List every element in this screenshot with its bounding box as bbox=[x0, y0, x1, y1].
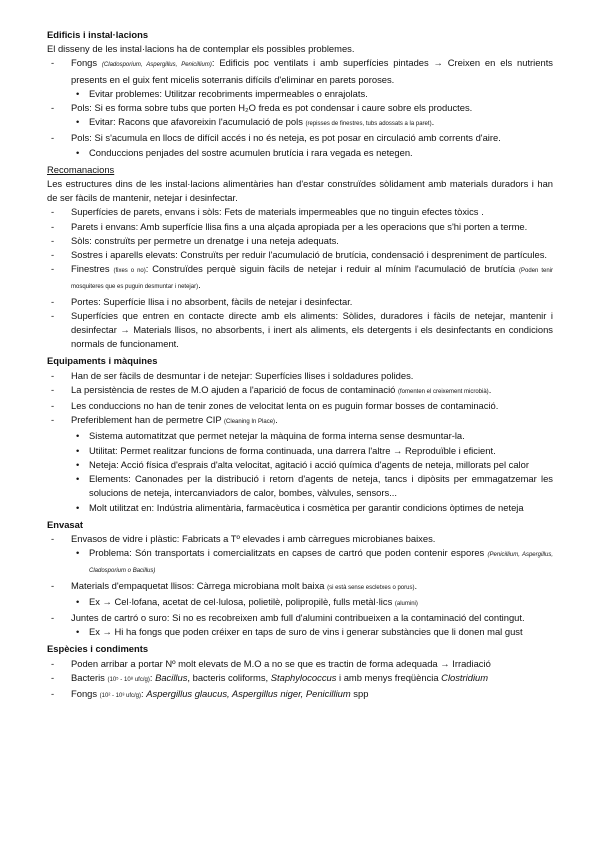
sub-list-item bbox=[47, 501, 553, 515]
section bbox=[47, 642, 553, 703]
text-run: Envasos de vidre i plàstic: Fabricats a Tº elevades i amb càrregues microbianes baixes. bbox=[71, 532, 436, 544]
sub-list-item bbox=[47, 115, 553, 131]
text-run: Fongs bbox=[71, 687, 100, 699]
dash-marker: - bbox=[51, 369, 55, 381]
text-run: . bbox=[275, 414, 278, 426]
sub-list-item bbox=[47, 595, 553, 611]
sub-list-item bbox=[47, 625, 553, 639]
dash-marker: - bbox=[51, 687, 55, 699]
text-run: . bbox=[431, 116, 435, 128]
text-run: Les conduccions no han de tenir zones de velocitat lenta on es puguin formar bosses de contaminació. bbox=[71, 400, 499, 412]
text-run: Han de ser fàcils de desmuntar i de netejar: Superfícies llises i soldadures polides. bbox=[71, 369, 414, 381]
bullet-marker: • bbox=[76, 547, 80, 559]
section-heading: Recomanacions bbox=[47, 163, 115, 175]
bullet-marker: • bbox=[76, 146, 80, 158]
text-run: : Construïdes perquè siguin fàcils de netejar i reduir al mínim l'acumulació de brutícia bbox=[145, 263, 520, 275]
text-run: Superfícies de parets, envans i sòls: Fets de materials impermeables que no tinguin efectes tòxics . bbox=[71, 206, 484, 218]
section-heading: Espècies i condiments bbox=[47, 643, 149, 655]
dash-marker: - bbox=[51, 263, 55, 275]
section-intro: El disseny de les instal·lacions ha de contemplar els possibles problemes. bbox=[47, 43, 355, 55]
dash-marker: - bbox=[51, 234, 55, 246]
text-run: Poden arribar a portar Nº molt elevats de M.O a no se que es tractin de forma adequada → Irradiació bbox=[71, 657, 491, 669]
bullet-marker: • bbox=[76, 430, 80, 442]
text-run: . bbox=[198, 279, 201, 291]
list-item bbox=[47, 579, 553, 595]
text-run: Ex → Hi ha fongs que poden créixer en taps de suro de vins i generar substàncies que li donen mal gust bbox=[89, 626, 523, 638]
text-run: Superfícies que entren en contacte directe amb els aliments: Sòlides, duradores i fàcils de netejar, mantenir i desinfectar → Materials llisos, no absorbents, i inert als aliments, els detergents i els desinfectants en condicions normals de funcionament. bbox=[71, 309, 553, 350]
dash-marker: - bbox=[51, 309, 55, 321]
sub-list-item bbox=[47, 87, 553, 101]
dash-marker: - bbox=[51, 132, 55, 144]
text-run: (alumini) bbox=[394, 600, 418, 607]
document-content bbox=[47, 26, 553, 703]
list-item bbox=[47, 383, 553, 399]
text-run: Sòls: construïts per permetre un drenatge i una neteja adequats. bbox=[71, 234, 339, 246]
bullet-marker: • bbox=[76, 626, 80, 638]
text-run: (Cladosporium, Aspergillus, Penicillium) bbox=[101, 62, 212, 69]
dash-marker: - bbox=[51, 671, 55, 683]
text-run: Preferiblement han de permetre CIP bbox=[71, 414, 225, 426]
text-run: : Edificis poc ventilats i amb superfícies pintades → Creixen en els nutrients presents en el guix fent micelis soterranis difícils d'eliminar en parets poroses. bbox=[71, 57, 553, 85]
text-run: spp bbox=[350, 687, 369, 699]
dash-marker: - bbox=[51, 400, 55, 412]
section-heading: Edificis i instal·lacions bbox=[47, 29, 149, 40]
sub-list-item bbox=[47, 429, 553, 443]
text-run: Elements: Canonades per la distribució i retorn d'agents de neteja, tancs i dipòsits per emmagatzemar les solucions de neteja, intercanviadors de calor, bombes, vàlvules, sensors... bbox=[89, 473, 553, 499]
text-run: Conduccions penjades del sostre acumulen brutícia i rara vegada es netegen. bbox=[89, 146, 413, 158]
dash-marker: - bbox=[51, 657, 55, 669]
list-item bbox=[47, 131, 553, 145]
text-run: : bbox=[141, 687, 147, 699]
text-run: (repisses de finestres, tubs adossats a la paret) bbox=[305, 121, 432, 128]
text-run: Bacillus bbox=[155, 671, 188, 683]
text-run: Evitar problemes: Utilitzar recobriments impermeables o enrajolats. bbox=[89, 87, 368, 99]
dash-marker: - bbox=[51, 414, 55, 426]
list-item bbox=[47, 671, 553, 687]
list-item bbox=[47, 262, 553, 294]
text-run: (Cleaning In Place) bbox=[224, 419, 276, 426]
dash-marker: - bbox=[51, 57, 55, 69]
dash-marker: - bbox=[51, 611, 55, 623]
text-run: . bbox=[414, 579, 418, 591]
bullet-marker: • bbox=[76, 595, 80, 607]
list-item bbox=[47, 611, 553, 625]
text-run: Portes: Superfície llisa i no absorbent, fàcils de netejar i desinfectar. bbox=[71, 295, 353, 307]
sub-list-item bbox=[47, 546, 553, 578]
list-item bbox=[47, 413, 553, 429]
text-run: (10² - 10³ ufc/g) bbox=[99, 692, 142, 699]
bullet-marker: • bbox=[76, 501, 80, 513]
bullet-list bbox=[47, 56, 553, 159]
bullet-marker: • bbox=[76, 458, 80, 470]
text-run: . bbox=[488, 383, 492, 395]
list-item bbox=[47, 56, 553, 86]
dash-marker: - bbox=[51, 102, 55, 114]
list-item bbox=[47, 234, 553, 248]
text-run: Sostres i aparells elevats: Construïts per reduir l'acumulació de brutícia, condensació i despreniment de partícules. bbox=[71, 249, 547, 261]
text-run: Parets i envans: Amb superfície llisa fins a una alçada apropiada per a les operacions que s'hi porten a terme. bbox=[71, 220, 528, 232]
text-run: (Penicillium, Aspergillus, Cladosporium o Bacillus) bbox=[89, 552, 553, 575]
list-item bbox=[47, 532, 553, 546]
list-item bbox=[47, 205, 553, 219]
sub-list-item bbox=[47, 458, 553, 472]
text-run: Molt utilitzat en: Indústria alimentària, farmacèutica i cosmètica per garantir condicions òptimes de neteja bbox=[89, 501, 524, 513]
list-item bbox=[47, 399, 553, 413]
bullet-list bbox=[47, 532, 553, 639]
list-item bbox=[47, 657, 553, 671]
dash-marker: - bbox=[51, 220, 55, 232]
text-run: Juntes de cartró o suro: Si no es recobreixen amb full d'alumini contribueixen a la contaminació del contingut. bbox=[71, 611, 525, 623]
dash-marker: - bbox=[51, 383, 55, 395]
text-run: Neteja: Acció física d'esprais d'alta velocitat, agitació i acció química d'agents de neteja, millorats pel calor bbox=[89, 458, 529, 470]
section bbox=[47, 163, 553, 352]
section-heading: Envasat bbox=[47, 518, 83, 530]
section-heading: Equipaments i màquines bbox=[47, 355, 158, 367]
section bbox=[47, 28, 553, 160]
text-run: Aspergillus glaucus, Aspergillus niger, Penicillium bbox=[146, 687, 351, 699]
bullet-list bbox=[47, 657, 553, 704]
text-run: Sistema automatitzat que permet netejar la màquina de forma interna sense desmuntar-la. bbox=[89, 430, 465, 442]
section bbox=[47, 354, 553, 514]
bullet-marker: • bbox=[76, 444, 80, 456]
text-run: Pols: Si s'acumula en llocs de difícil accés i no és neteja, es pot posar en circulació amb corrents d'aire. bbox=[71, 132, 501, 144]
sub-list-item bbox=[47, 146, 553, 160]
text-run: Staphylococcus bbox=[270, 671, 337, 683]
text-run: Fongs bbox=[71, 57, 102, 69]
text-run: Pols: Si es forma sobre tubs que porten H₂O freda es pot condensar i caure sobre els productes. bbox=[71, 102, 473, 114]
text-run: i amb menys freqüència bbox=[336, 671, 442, 683]
section bbox=[47, 518, 553, 640]
text-run: Problema: Són transportats i comercialitzats en capses de cartró que poden contenir espores bbox=[89, 547, 488, 559]
text-run: Ex → Cel·lofana, acetat de cel·lulosa, polietilè, polipropilè, fulls metàl·lics bbox=[89, 595, 395, 607]
list-item bbox=[47, 220, 553, 234]
list-item bbox=[47, 369, 553, 383]
text-run: Clostridium bbox=[441, 671, 489, 683]
text-run: (fixes o no) bbox=[113, 268, 146, 275]
list-item bbox=[47, 248, 553, 262]
text-run: Materials d'empaquetat llisos: Càrrega microbiana molt baixa bbox=[71, 579, 328, 591]
bullet-marker: • bbox=[76, 87, 80, 99]
text-run: Finestres bbox=[71, 263, 114, 275]
list-item bbox=[47, 687, 553, 703]
text-run: Evitar: Racons que afavoreixin l'acumulació de pols bbox=[89, 116, 306, 128]
dash-marker: - bbox=[51, 206, 55, 218]
bullet-list bbox=[47, 205, 553, 351]
text-run: (si està sense escletxes o porus) bbox=[327, 584, 415, 591]
sub-list-item bbox=[47, 444, 553, 458]
text-run: Bacteris bbox=[71, 671, 108, 683]
text-run: La persistència de restes de M.O ajuden a l'aparició de focus de contaminació bbox=[71, 383, 398, 395]
dash-marker: - bbox=[51, 532, 55, 544]
list-item bbox=[47, 295, 553, 309]
text-run: : bbox=[149, 671, 156, 683]
dash-marker: - bbox=[51, 249, 55, 261]
list-item bbox=[47, 309, 553, 352]
section-intro: Les estructures dins de les instal·lacions alimentàries han d'estar construïdes sòlidament amb materials duradors i han de ser fàcils de mantenir, netejar i desinfectar. bbox=[47, 178, 553, 204]
dash-marker: - bbox=[51, 579, 55, 591]
bullet-list bbox=[47, 369, 553, 515]
text-run: (fomenten el creixement microbià) bbox=[397, 388, 489, 395]
sub-list-item bbox=[47, 472, 553, 500]
text-run: Utilitat: Permet realitzar funcions de forma continuada, una darrera l'altre → Reproduïble i eficient. bbox=[89, 444, 496, 456]
text-run: (Poden tenir mosquiteres que es puguin desmuntar i netejar) bbox=[71, 268, 554, 291]
bullet-marker: • bbox=[76, 473, 80, 485]
bullet-marker: • bbox=[76, 116, 80, 128]
list-item bbox=[47, 101, 553, 115]
text-run: , bacteris coliforms, bbox=[187, 671, 271, 683]
dash-marker: - bbox=[51, 295, 55, 307]
text-run: (10⁵ - 10⁸ ufc/g) bbox=[107, 676, 150, 683]
